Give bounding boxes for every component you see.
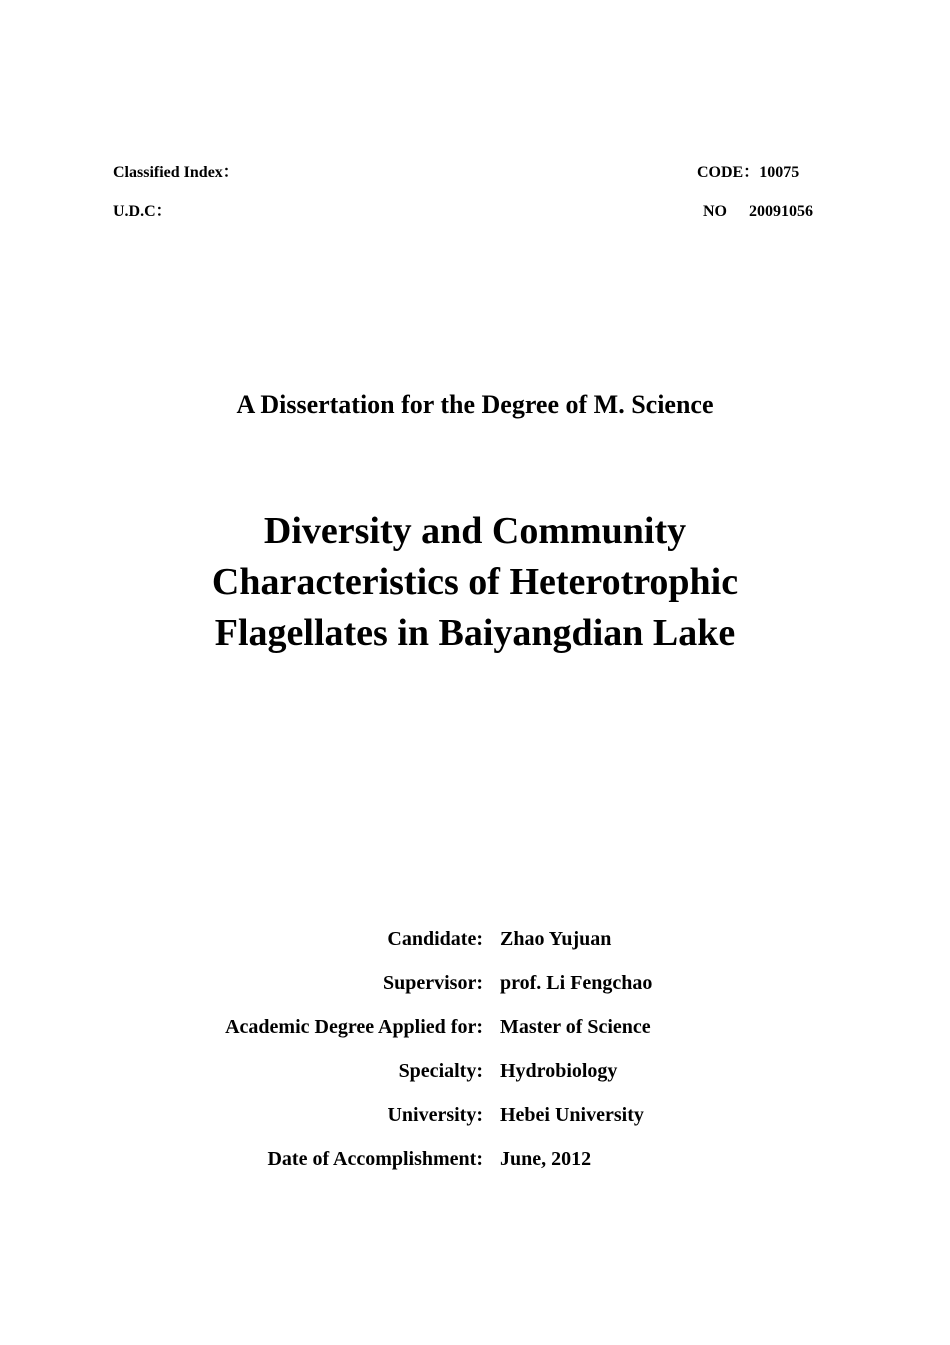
info-row-date [0,1145,950,1189]
info-row-specialty [0,1057,950,1101]
info-label: Specialty: [398,1060,483,1082]
title-line-3: Flagellates in Baiyangdian Lake [214,612,736,654]
code [697,163,799,183]
dissertation-title [0,506,950,659]
info-value: Hebei University [500,1104,644,1126]
info-row-candidate [0,925,950,969]
udc-label: U.D.C： [113,203,172,220]
serial-number-label: NO [703,203,727,220]
candidate-info [0,925,950,1189]
code-value: 10075 [759,164,800,181]
info-value: Zhao Yujuan [500,928,612,950]
classified-index [113,163,245,183]
info-row-degree [0,1013,950,1057]
info-label: Supervisor: [383,972,483,994]
serial-number [703,202,813,222]
info-label: Candidate: [387,928,483,950]
title-line-2: Characteristics of Heterotrophic [211,561,739,603]
info-row-university [0,1101,950,1145]
title-line-1: Diversity and Community [263,510,687,552]
udc [113,202,178,222]
info-label: University: [387,1104,483,1126]
info-value: prof. Li Fengchao [500,972,653,994]
info-value: Master of Science [500,1016,651,1038]
serial-number-value: 20091056 [749,203,813,220]
info-label: Date of Accomplishment: [267,1148,483,1170]
info-row-supervisor [0,969,950,1013]
info-value: Hydrobiology [500,1060,618,1082]
degree-line: A Dissertation for the Degree of M. Science [236,390,714,419]
classified-index-label: Classified Index： [113,164,239,181]
code-label: CODE： [697,164,760,181]
info-value: June, 2012 [500,1148,592,1170]
info-label: Academic Degree Applied for: [225,1016,483,1038]
